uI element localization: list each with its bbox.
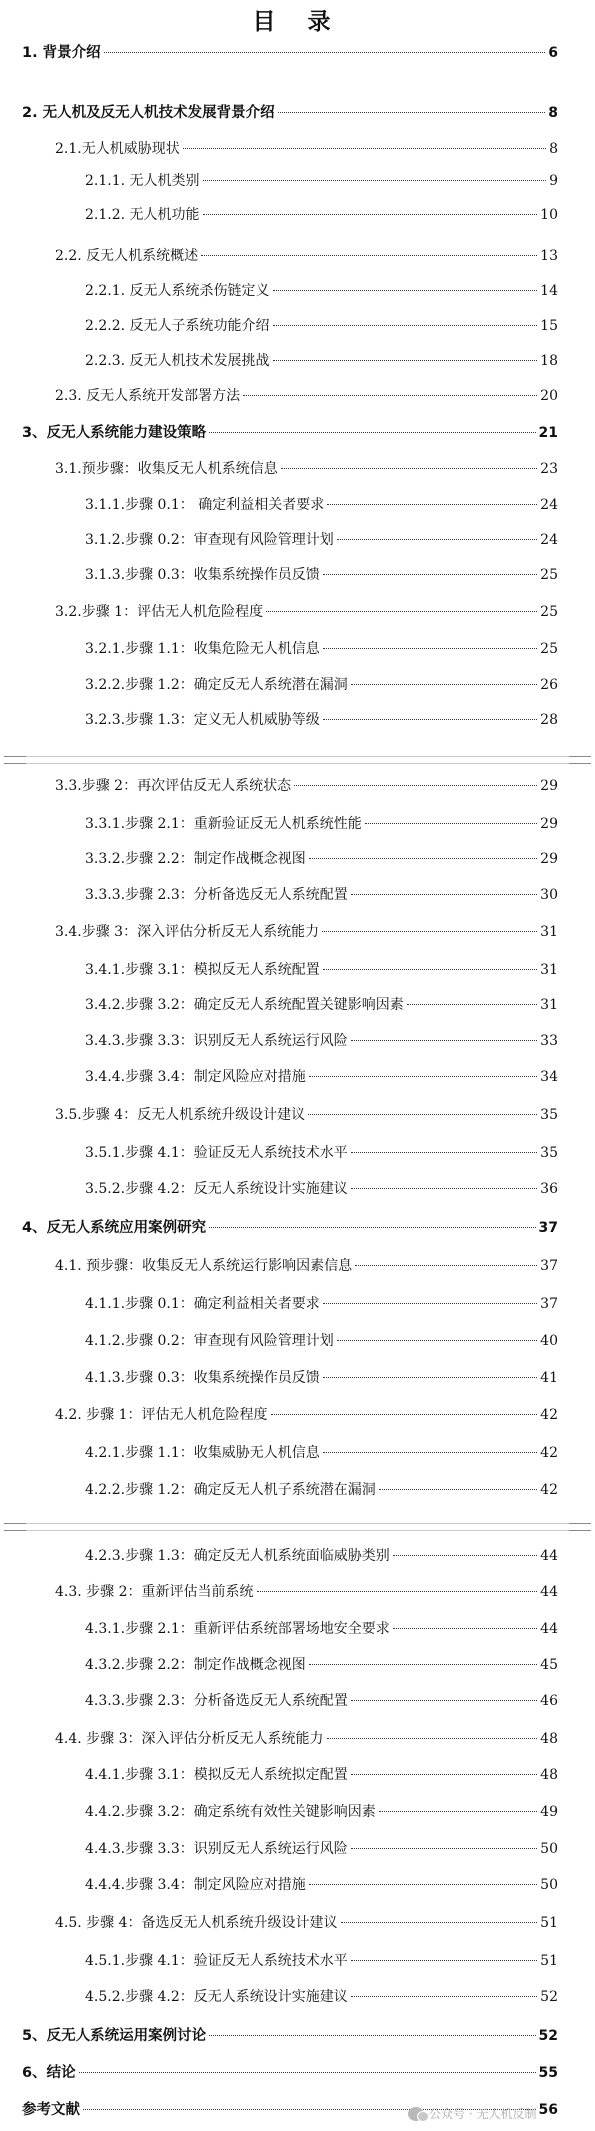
toc-entry[interactable] [55,775,558,793]
dot-leader [365,823,537,824]
dot-leader [323,574,537,575]
toc-entry[interactable] [55,1104,558,1122]
dot-leader [309,1076,537,1077]
toc-entry[interactable] [85,1950,558,1968]
toc-entry[interactable] [85,813,558,831]
toc-entry[interactable] [55,1255,558,1273]
toc-entry-label: 4.4. 步骤 3：深入评估分析反无人系统能力 [55,1731,324,1747]
toc-entry-page-number: 8 [549,141,558,157]
toc-entry[interactable] [55,601,558,619]
toc-entry[interactable] [85,848,558,866]
dot-leader [273,360,538,361]
page-break-divider [4,1523,591,1531]
toc-entry[interactable] [85,280,558,298]
toc-entry[interactable] [85,350,558,368]
toc-entry-label: 2.1.2. 无人机功能 [85,207,200,223]
toc-entry-page-number: 31 [540,997,558,1013]
toc-entry-label: 2.2.2. 反无人子系统功能介绍 [85,318,270,334]
dot-leader [351,1040,537,1041]
dot-leader [351,894,537,895]
dot-leader [337,1340,537,1341]
page-break-mark [569,1523,591,1531]
toc-entry[interactable] [85,1178,558,1196]
toc-entry-label: 4.5. 步骤 4：备选反无人机系统升级设计建议 [55,1915,338,1931]
toc-entry[interactable] [85,1442,558,1460]
toc-entry-label: 3.1.1.步骤 0.1： 确定利益相关者要求 [85,497,325,513]
toc-entry-label: 参考文献 [22,2102,80,2118]
toc-entry[interactable] [85,994,558,1012]
toc-entry-page-number: 26 [540,677,558,693]
toc-entry-label: 2.2.1. 反无人系统杀伤链定义 [85,283,270,299]
dot-leader [393,1628,537,1629]
toc-entry-label: 3.1.3.步骤 0.3：收集系统操作员反馈 [85,567,320,583]
dot-leader [379,1489,537,1490]
toc-entry[interactable] [85,1142,558,1160]
toc-entry-page-number: 40 [540,1333,558,1349]
toc-entry[interactable] [85,1545,558,1563]
toc-entry-page-number: 18 [540,353,558,369]
toc-entry[interactable] [22,2024,558,2042]
toc-entry-page-number: 46 [540,1693,558,1709]
dot-leader [203,180,547,181]
toc-entry-label: 6、结论 [22,2065,76,2081]
toc-entry-page-number: 24 [540,497,558,513]
toc-entry-page-number: 21 [538,425,558,441]
page-break-mark [4,1523,26,1531]
toc-entry[interactable] [55,138,558,156]
dot-leader [308,1114,537,1115]
dot-leader [351,1188,537,1189]
dot-leader [323,969,537,970]
toc-entry-page-number: 44 [540,1584,558,1600]
toc-entry-label: 3.4.1.步骤 3.1：模拟反无人系统配置 [85,962,320,978]
toc-entry-page-number: 14 [540,283,558,299]
dot-leader [209,2035,535,2036]
toc-entry-label: 2.2.3. 反无人机技术发展挑战 [85,353,270,369]
toc-entry-label: 4.3.1.步骤 2.1：重新评估系统部署场地安全要求 [85,1621,390,1637]
toc-entry[interactable] [55,458,558,476]
toc-entry-page-number: 15 [540,318,558,334]
toc-entry-label: 4.4.2.步骤 3.2：确定系统有效性关键影响因素 [85,1804,376,1820]
toc-entry-label: 4.2.1.步骤 1.1：收集威胁无人机信息 [85,1445,320,1461]
dot-leader [183,148,546,149]
dot-leader [323,1377,537,1378]
toc-entry[interactable] [85,1874,558,1892]
dot-leader [278,112,546,113]
toc-entry[interactable] [85,959,558,977]
toc-entry-page-number: 33 [540,1033,558,1049]
toc-entry-label: 4.1.1.步骤 0.1：确定利益相关者要求 [85,1296,320,1312]
toc-entry[interactable] [85,529,558,547]
toc-entry-label: 4.4.1.步骤 3.1：模拟反无人系统拟定配置 [85,1767,348,1783]
toc-entry[interactable] [85,1293,558,1311]
toc-entry[interactable] [55,921,558,939]
toc-entry[interactable] [85,1330,558,1348]
toc-entry[interactable] [85,674,558,692]
toc-entry-label: 4.4.3.步骤 3.3：识别反无人系统运行风险 [85,1841,348,1857]
toc-entry[interactable] [85,638,558,656]
dot-leader [209,1227,535,1228]
toc-entry-label: 4.4.4.步骤 3.4：制定风险应对措施 [85,1877,306,1893]
dot-leader [203,214,538,215]
toc-entry-label: 3.4.3.步骤 3.3：识别反无人系统运行风险 [85,1033,348,1049]
dot-leader [201,255,537,256]
toc-entry-page-number: 51 [540,1953,558,1969]
toc-entry-label: 3.5.2.步骤 4.2：反无人系统设计实施建议 [85,1181,348,1197]
toc-entry-label: 3.5.1.步骤 4.1：验证反无人系统技术水平 [85,1145,348,1161]
dot-leader [273,290,538,291]
toc-entry-label: 4.1.2.步骤 0.2：审查现有风险管理计划 [85,1333,334,1349]
toc-entry[interactable] [85,884,558,902]
toc-entry-page-number: 42 [540,1445,558,1461]
toc-entry[interactable] [55,1404,558,1422]
toc-entry-page-number: 25 [540,641,558,657]
toc-entry-label: 2.1.1. 无人机类别 [85,173,200,189]
dot-leader [322,931,537,932]
toc-entry-page-number: 35 [540,1107,558,1123]
dot-leader [327,504,537,505]
toc-entry[interactable] [22,41,558,59]
toc-entry-page-number: 42 [540,1482,558,1498]
toc-entry-page-number: 50 [540,1841,558,1857]
toc-entry[interactable] [85,1367,558,1385]
toc-entry-label: 3.3.1.步骤 2.1：重新验证反无人机系统性能 [85,816,362,832]
toc-entry-page-number: 24 [540,532,558,548]
toc-entry[interactable] [85,1618,558,1636]
toc-entry[interactable] [85,1654,558,1672]
toc-entry-label: 3.4.2.步骤 3.2：确定反无人系统配置关键影响因素 [85,997,404,1013]
toc-entry-label: 1. 背景介绍 [22,45,101,61]
toc-entry-label: 4.1. 预步骤：收集反无人系统运行影响因素信息 [55,1258,353,1274]
toc-entry-page-number: 29 [540,778,558,794]
toc-entry-label: 4.2.3.步骤 1.3：确定反无人机系统面临威胁类别 [85,1548,390,1564]
toc-entry[interactable] [55,245,558,263]
toc-entry-label: 3.2.1.步骤 1.1：收集危险无人机信息 [85,641,320,657]
toc-entry-page-number: 6 [548,45,558,61]
toc-entry[interactable] [85,1030,558,1048]
toc-entry-page-number: 28 [540,712,558,728]
toc-entry-label: 3.1.2.步骤 0.2：审查现有风险管理计划 [85,532,334,548]
toc-entry-page-number: 20 [540,388,558,404]
dot-leader [351,1996,537,1997]
toc-entry-page-number: 8 [548,105,558,121]
toc-entry-label: 3.1.预步骤：收集反无人机系统信息 [55,461,278,477]
toc-entry-page-number: 48 [540,1767,558,1783]
toc-entry-page-number: 25 [540,567,558,583]
dot-leader [351,684,537,685]
toc-entry[interactable] [22,1216,558,1234]
toc-entry-page-number: 25 [540,604,558,620]
dot-leader [351,1848,537,1849]
dot-leader [351,1960,537,1961]
toc-entry[interactable] [22,421,558,439]
toc-entry-label: 3.5.步骤 4：反无人机系统升级设计建议 [55,1107,306,1123]
toc-entry-page-number: 31 [540,962,558,978]
toc-entry[interactable] [85,1838,558,1856]
toc-entry-label: 3.3.2.步骤 2.2：制定作战概念视图 [85,851,306,867]
toc-entry-page-number: 13 [540,248,558,264]
toc-entry-label: 2. 无人机及反无人机技术发展背景介绍 [22,105,275,121]
toc-entry-label: 3.4.步骤 3：深入评估分析反无人系统能力 [55,924,320,940]
toc-entry-page-number: 37 [540,1258,558,1274]
dot-leader [379,1811,537,1812]
toc-entry-page-number: 29 [540,851,558,867]
toc-entry-page-number: 29 [540,816,558,832]
toc-entry-page-number: 31 [540,924,558,940]
toc-entry-label: 2.2. 反无人机系统概述 [55,248,199,264]
toc-entry[interactable] [22,2061,558,2079]
toc-entry-page-number: 9 [549,173,558,189]
toc-entry-page-number: 55 [538,2065,558,2081]
toc-entry-label: 3.3.3.步骤 2.3：分析备选反无人系统配置 [85,887,348,903]
toc-entry-label: 3.2.步骤 1：评估无人机危险程度 [55,604,264,620]
toc-entry-page-number: 48 [540,1731,558,1747]
toc-entry-page-number: 23 [540,461,558,477]
dot-leader [266,611,537,612]
dot-leader [243,395,537,396]
dot-leader [323,1452,537,1453]
toc-entry-page-number: 37 [538,1220,558,1236]
dot-leader [323,648,537,649]
toc-entry[interactable] [85,204,558,222]
toc-entry-page-number: 49 [540,1804,558,1820]
toc-entry-page-number: 30 [540,887,558,903]
dot-leader [281,468,537,469]
toc-entry-label: 4.2.2.步骤 1.2：确定反无人机子系统潜在漏洞 [85,1482,376,1498]
toc-entry[interactable] [85,1479,558,1497]
dot-leader [257,1591,538,1592]
toc-entry[interactable] [85,1986,558,2004]
watermark-text: 公众号 · 无人机反制 [429,2107,537,2121]
page-break-mark [569,756,591,764]
toc-title: 目 录 [252,9,343,35]
dot-leader [407,1004,537,1005]
toc-entry[interactable] [55,1728,558,1746]
toc-entry[interactable] [85,564,558,582]
toc-entry-label: 4、反无人系统应用案例研究 [22,1220,207,1236]
dot-leader [341,1922,538,1923]
toc-entry-page-number: 44 [540,1621,558,1637]
toc-entry-label: 4.5.2.步骤 4.2：反无人系统设计实施建议 [85,1989,348,2005]
toc-entry-page-number: 42 [540,1407,558,1423]
toc-entry-label: 3.2.2.步骤 1.2：确定反无人系统潜在漏洞 [85,677,348,693]
toc-entry[interactable] [85,1690,558,1708]
toc-entry-label: 4.1.3.步骤 0.3：收集系统操作员反馈 [85,1370,320,1386]
toc-entry-label: 3、反无人系统能力建设策略 [22,425,207,441]
dot-leader [351,1700,537,1701]
dot-leader [209,432,535,433]
dot-leader [323,719,537,720]
dot-leader [309,858,537,859]
toc-entry-label: 4.3.2.步骤 2.2：制定作战概念视图 [85,1657,306,1673]
watermark [408,2105,536,2122]
toc-entry-page-number: 35 [540,1145,558,1161]
toc-entry-page-number: 41 [540,1370,558,1386]
toc-entry-page-number: 56 [538,2102,558,2118]
toc-entry-label: 4.3. 步骤 2：重新评估当前系统 [55,1584,254,1600]
toc-entry[interactable] [85,1764,558,1782]
toc-entry[interactable] [85,709,558,727]
toc-entry-label: 5、反无人系统运用案例讨论 [22,2028,207,2044]
toc-entry-page-number: 52 [540,1989,558,2005]
toc-entry-page-number: 34 [540,1069,558,1085]
toc-entry[interactable] [85,315,558,333]
dot-leader [79,2072,536,2073]
toc-entry-page-number: 37 [540,1296,558,1312]
dot-leader [351,1774,537,1775]
toc-entry[interactable] [55,1912,558,1930]
toc-entry-label: 2.3. 反无人系统开发部署方法 [55,388,241,404]
dot-leader [355,1265,537,1266]
toc-entry-label: 2.1.无人机威胁现状 [55,141,180,157]
dot-leader [351,1152,537,1153]
toc-entry[interactable] [55,385,558,403]
toc-entry[interactable] [22,101,558,119]
dot-leader [104,52,546,53]
toc-entry-label: 4.3.3.步骤 2.3：分析备选反无人系统配置 [85,1693,348,1709]
toc-entry-label: 3.3.步骤 2：再次评估反无人系统状态 [55,778,292,794]
toc-entry-page-number: 10 [540,207,558,223]
toc-entry[interactable] [85,494,558,512]
dot-leader [327,1738,538,1739]
toc-entry-page-number: 51 [540,1915,558,1931]
toc-entry-label: 3.2.3.步骤 1.3：定义无人机威胁等级 [85,712,320,728]
wechat-icon [408,2107,424,2121]
toc-entry-page-number: 36 [540,1181,558,1197]
dot-leader [393,1555,537,1556]
dot-leader [294,785,537,786]
toc-entry-page-number: 50 [540,1877,558,1893]
dot-leader [309,1664,537,1665]
toc-entry-label: 4.2. 步骤 1：评估无人机危险程度 [55,1407,268,1423]
dot-leader [323,1303,537,1304]
page-break-divider [4,756,591,764]
toc-entry-page-number: 45 [540,1657,558,1673]
page-break-mark [4,756,26,764]
toc-entry[interactable] [55,1581,558,1599]
toc-entry[interactable] [85,1066,558,1084]
dot-leader [273,325,538,326]
toc-entry-label: 4.5.1.步骤 4.1：验证反无人系统技术水平 [85,1953,348,1969]
toc-entry[interactable] [85,170,558,188]
dot-leader [309,1884,537,1885]
toc-entry-label: 3.4.4.步骤 3.4：制定风险应对措施 [85,1069,306,1085]
toc-entry-page-number: 44 [540,1548,558,1564]
toc-entry[interactable] [85,1801,558,1819]
dot-leader [271,1414,538,1415]
toc-entry-page-number: 52 [538,2028,558,2044]
dot-leader [337,539,537,540]
